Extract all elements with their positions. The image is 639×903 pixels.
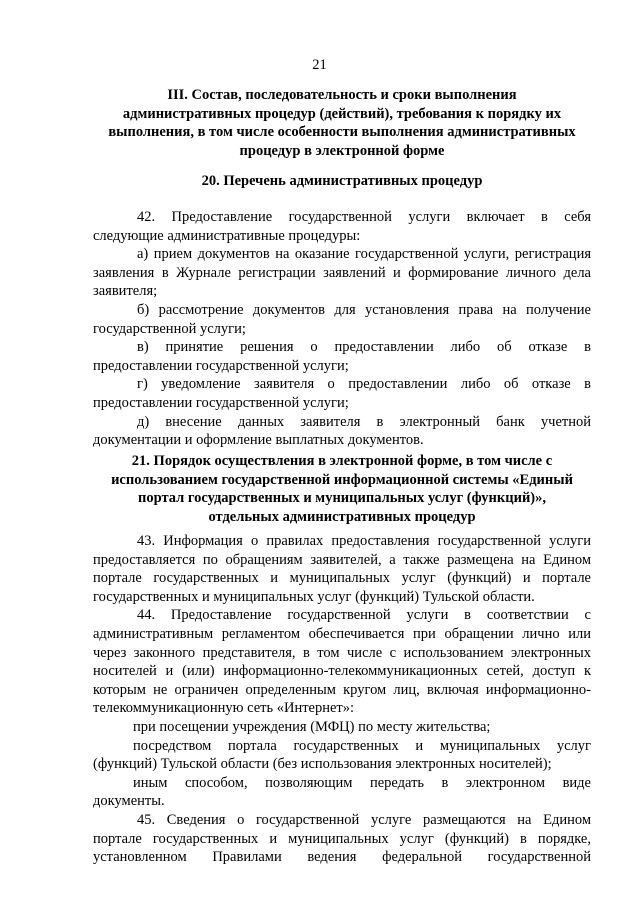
heading-line: выполнения, в том числе особенности выполнения административных bbox=[108, 124, 576, 141]
text-line: в) принятие решения о предоставлении либо об отказе в bbox=[137, 339, 591, 356]
subsection-heading bbox=[93, 452, 591, 526]
text-line: документации и оформление выплатных документов. bbox=[93, 432, 424, 449]
heading-line: административных процедур (действий), требования к порядку их bbox=[122, 105, 562, 122]
text-line: государственной услуги; bbox=[93, 320, 246, 337]
text-line: 44. Предоставление государственной услуги в соответствии с bbox=[137, 607, 591, 624]
text-line: посредством портала государственных и муниципальных услуг bbox=[133, 737, 591, 754]
heading-line: использованием государственной информационной системы «Единый bbox=[111, 471, 573, 488]
text-line: предоставляется по обращениям заявителей, а также размещена на Едином bbox=[93, 551, 591, 568]
procedures-list bbox=[93, 208, 591, 450]
text-line: заявителя; bbox=[93, 283, 158, 300]
heading-line: III. Состав, последовательность и сроки выполнения bbox=[167, 87, 517, 103]
text-line: следующие административные процедуры: bbox=[93, 227, 361, 244]
text-line: а) прием документов на оказание государственной услуги, регистрация bbox=[137, 246, 591, 263]
text-line: которым не ограничен определенным кругом лиц, включая информационно- bbox=[93, 681, 591, 698]
text-line: предоставлении государственной услуги; bbox=[93, 357, 349, 374]
electronic-procedures-text bbox=[93, 532, 591, 867]
text-line: (функций) Тульской области (без использования электронных носителей); bbox=[93, 756, 552, 773]
heading-line: 21. Порядок осуществления в электронной форме, в том числе с bbox=[131, 453, 553, 469]
text-line: д) внесение данных заявителя в электронный банк учетной bbox=[137, 413, 591, 430]
text-line: при посещении учреждения (МФЦ) по месту жительства; bbox=[133, 718, 491, 735]
text-line: 42. Предоставление государственной услуги включает в себя bbox=[137, 209, 591, 225]
text-line: телекоммуникационную сеть «Интернет»: bbox=[93, 700, 355, 717]
text-line: заявления в Журнале регистрации заявлений и формирование личного дела bbox=[93, 264, 591, 281]
text-line: 43. Информация о правилах предоставления государственной услуги bbox=[137, 533, 591, 549]
text-line: г) уведомление заявителя о предоставлении либо об отказе в bbox=[137, 376, 591, 393]
section-heading bbox=[93, 86, 591, 160]
text-line: установленном Правилами ведения федеральной государственной bbox=[93, 849, 591, 866]
heading-line: 20. Перечень административных процедур bbox=[201, 173, 483, 189]
text-line: носителей и (или) информационно-телекоммуникационных сетей, доступ к bbox=[93, 663, 591, 680]
subsection-heading bbox=[93, 172, 591, 191]
heading-line: отдельных административных процедур bbox=[208, 508, 476, 525]
text-line: портале государственных и муниципальных услуг (функций) в порядке, bbox=[93, 830, 591, 847]
page-number: 21 bbox=[312, 57, 327, 73]
heading-line: портал государственных и муниципальных услуг (функций)», bbox=[137, 490, 547, 507]
heading-line: процедур в электронной форме bbox=[239, 142, 445, 159]
text-line: документы. bbox=[93, 793, 165, 810]
text-line: портале государственных и муниципальных услуг (функций) и портале bbox=[93, 570, 591, 587]
text-line: государственных и муниципальных услуг (функций) Тульской области. bbox=[93, 588, 535, 605]
text-line: иным способом, позволяющим передать в электронном виде bbox=[133, 774, 591, 791]
text-line: административным регламентом обеспечивается при обращении лично или bbox=[93, 625, 591, 642]
text-line: б) рассмотрение документов для установления права на получение bbox=[137, 301, 591, 318]
text-line: предоставлении государственной услуги; bbox=[93, 394, 349, 411]
text-line: 45. Сведения о государственной услуге размещаются на Едином bbox=[137, 811, 591, 828]
text-line: через законного представителя, в том числе с использованием электронных bbox=[93, 644, 591, 661]
